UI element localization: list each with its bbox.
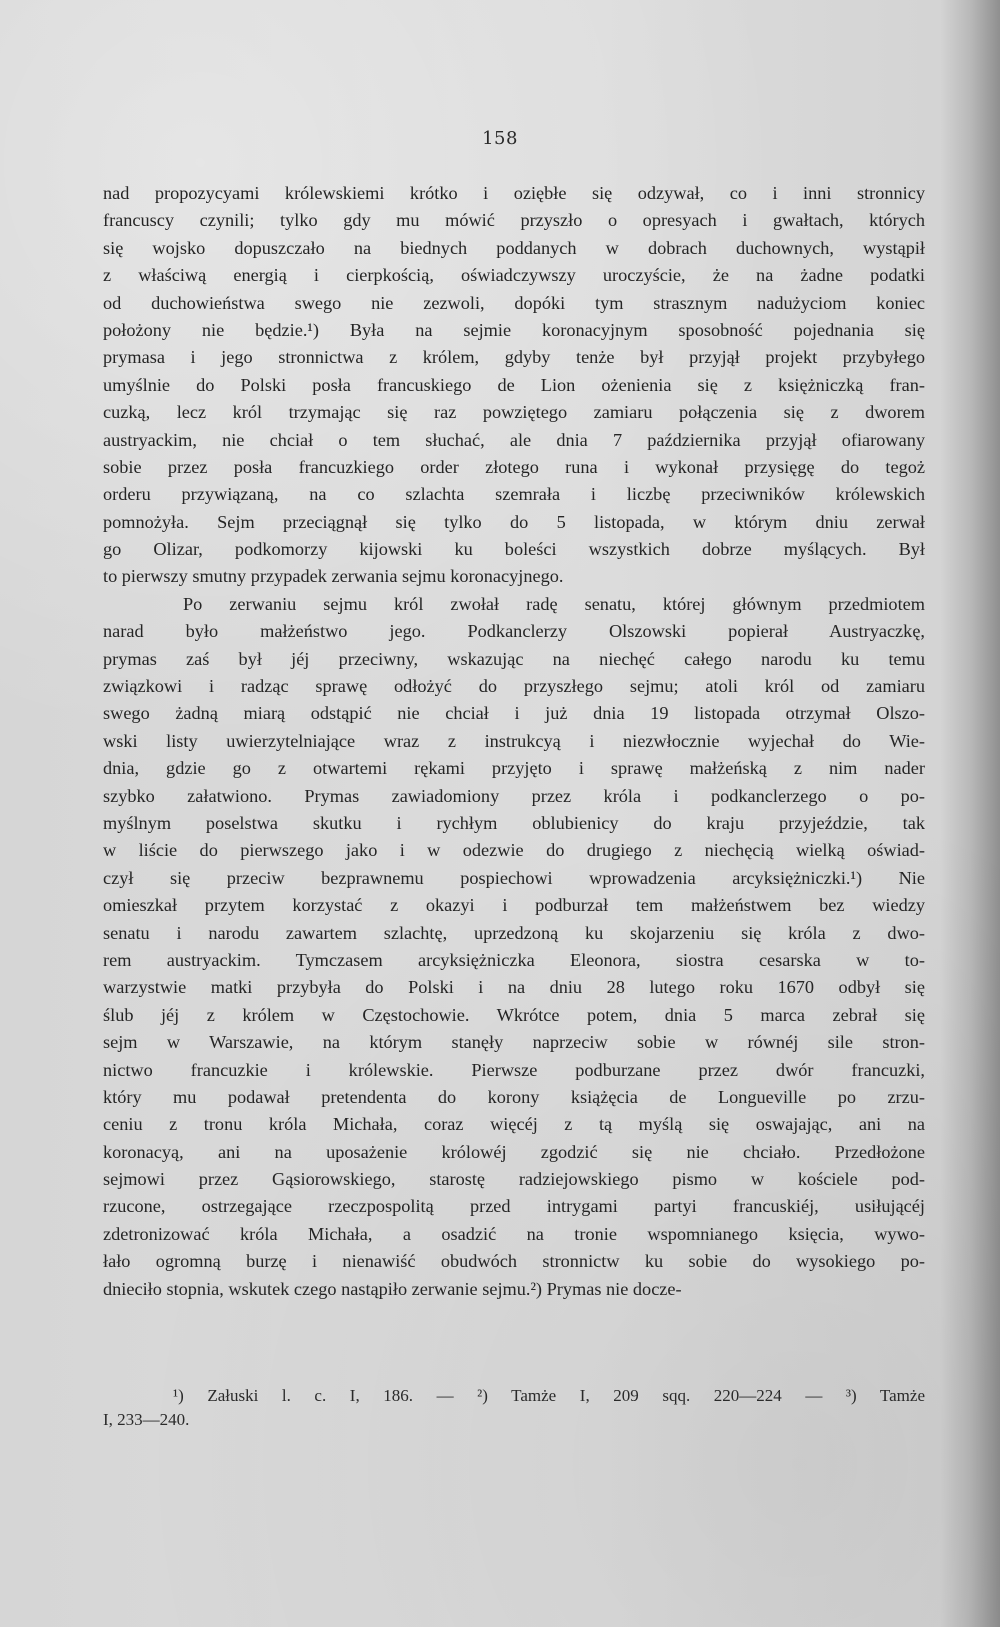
text-line: go Olizar, podkomorzy kijowski ku boleści wszystkich dobrze myślących. Był	[103, 539, 925, 560]
text-line: rem austryackim. Tymczasem arcyksiężniczka Eleonora, siostra cesarska w to-	[103, 949, 925, 970]
text-line: senatu i narodu zawartem szlachtę, uprzedzoną ku skojarzeniu się króla z dwo-	[103, 922, 925, 943]
text-line: ślub jéj z królem w Częstochowie. Wkrótce potem, dnia 5 marca zebrał się	[103, 1004, 925, 1025]
text-line: koronacyą, ani na uposażenie królowéj zgodzić się nie chciało. Przedłożone	[103, 1141, 925, 1162]
text-line: nad propozycyami królewskiemi krótko i oziębłe się odzywał, co i inni stronnicy	[103, 183, 925, 203]
text-line: sejm w Warszawie, na którym stanęły naprzeciw sobie w równéj sile stron-	[103, 1032, 925, 1053]
text-line: prymasa i jego stronnictwa z królem, gdyby tenże był przyjął projekt przybyłego	[103, 347, 925, 368]
text-line: pomnożyła. Sejm przeciągnął się tylko do 5 listopada, w którym dniu zerwał	[103, 511, 925, 532]
text-line: wski listy uwierzytelniające wraz z instrukcyą i niezwłocznie wyjechał do Wie-	[103, 730, 925, 751]
text-line: austryackim, nie chciał o tem słuchać, ale dnia 7 października przyjął ofiarowany	[103, 429, 925, 450]
text-line: w liście do pierwszego jako i w odezwie do drugiego z niechęcią wielką oświad-	[103, 840, 925, 861]
text-line: związkowi i radząc sprawę odłożyć do przyszłego sejmu; atoli król od zamiaru	[103, 676, 925, 697]
text-line: ceniu z tronu króla Michała, coraz więcéj z tą myślą się oswajając, ani na	[103, 1114, 925, 1135]
text-line: francuscy czynili; tylko gdy mu mówić przyszło o opresyach i gwałtach, których	[103, 210, 925, 231]
text-line: który mu podawał pretendenta do korony książęcia de Longueville po zrzu-	[103, 1086, 925, 1107]
text-line: umyślnie do Polski posła francuskiego de Lion ożenienia się z księżniczką fran-	[103, 374, 925, 395]
text-line: warzystwie matki przybyła do Polski i na dniu 28 lutego roku 1670 odbył się	[103, 977, 925, 998]
text-line: orderu przywiązaną, na co szlachta szemrała i liczbę przeciwników królewskich	[103, 484, 925, 505]
text-line: czył się przeciw bezprawnemu pospiechowi wprowadzenia arcyksiężniczki.¹) Nie	[103, 867, 925, 888]
text-line: omieszkał przytem korzystać z okazyi i podburzał tem małżeństwem bez wiedzy	[103, 895, 925, 916]
text-line: położony nie będzie.¹) Była na sejmie koronacyjnym sposobność pojednania się	[103, 319, 925, 340]
footnote-line: ¹) Załuski l. c. I, 186. — ²) Tamże I, 209 sqq. 220—224 — ³) Tamże	[173, 1386, 925, 1405]
footnote-line: I, 233—240.	[103, 1410, 190, 1429]
page-number: 158	[482, 128, 518, 149]
text-line: rzucone, ostrzegające rzeczpospolitą przed intrygami partyi francuskiéj, usiłującéj	[103, 1196, 925, 1217]
text-line: się wojsko dopuszczało na biednych poddanych w dobrach duchownych, wystąpił	[103, 237, 925, 258]
text-line: od duchowieństwa swego nie zezwoli, dopóki tym strasznym nadużyciom koniec	[103, 292, 925, 313]
text-line: nictwo francuzkie i królewskie. Pierwsze podburzane przez dwór francuzki,	[103, 1059, 925, 1080]
body-text	[103, 180, 925, 1303]
text-line: cuzką, lecz król trzymając się raz powziętego zamiaru połączenia się z dworem	[103, 402, 925, 423]
text-line: narad było małżeństwo jego. Podkanclerzy Olszowski popierał Austryaczkę,	[103, 621, 925, 642]
text-line: prymas zaś był jéj przeciwny, wskazując na niechęć całego narodu ku temu	[103, 648, 925, 669]
text-line: dnieciło stopnia, wskutek czego nastąpiło zerwanie sejmu.²) Prymas nie docze-	[103, 1278, 682, 1299]
text-line: sejmowi przez Gąsiorowskiego, starostę radziejowskiego pismo w kościele pod-	[103, 1169, 925, 1190]
text-line: to pierwszy smutny przypadek zerwania sejmu koronacyjnego.	[103, 566, 564, 587]
text-line: sobie przez posła francuzkiego order złotego runa i wykonał przysięgę do tegoż	[103, 456, 925, 477]
text-line: dnia, gdzie go z otwartemi rękami przyjęto i sprawę małżeńską z nim nader	[103, 758, 925, 779]
text-line: z właściwą energią i cierpkością, oświadczywszy uroczyście, że na żadne podatki	[103, 265, 925, 286]
text-line: swego żadną miarą odstąpić nie chciał i już dnia 19 listopada otrzymał Olszo-	[103, 703, 925, 724]
text-line: Po zerwaniu sejmu król zwołał radę senatu, której głównym przedmiotem	[183, 593, 925, 614]
text-line: myślnym poselstwa skutku i rychłym oblubienicy do kraju przyjeździe, tak	[103, 812, 925, 833]
footnotes	[103, 1384, 925, 1432]
text-line: zdetronizować króla Michała, a osadzić na tronie wspomnianego księcia, wywo-	[103, 1223, 925, 1244]
text-line: szybko załatwiono. Prymas zawiadomiony przez króla i podkanclerzego o po-	[103, 785, 925, 806]
text-line: łało ogromną burzę i nienawiść obudwóch stronnictw ku sobie do wysokiego po-	[103, 1251, 925, 1272]
